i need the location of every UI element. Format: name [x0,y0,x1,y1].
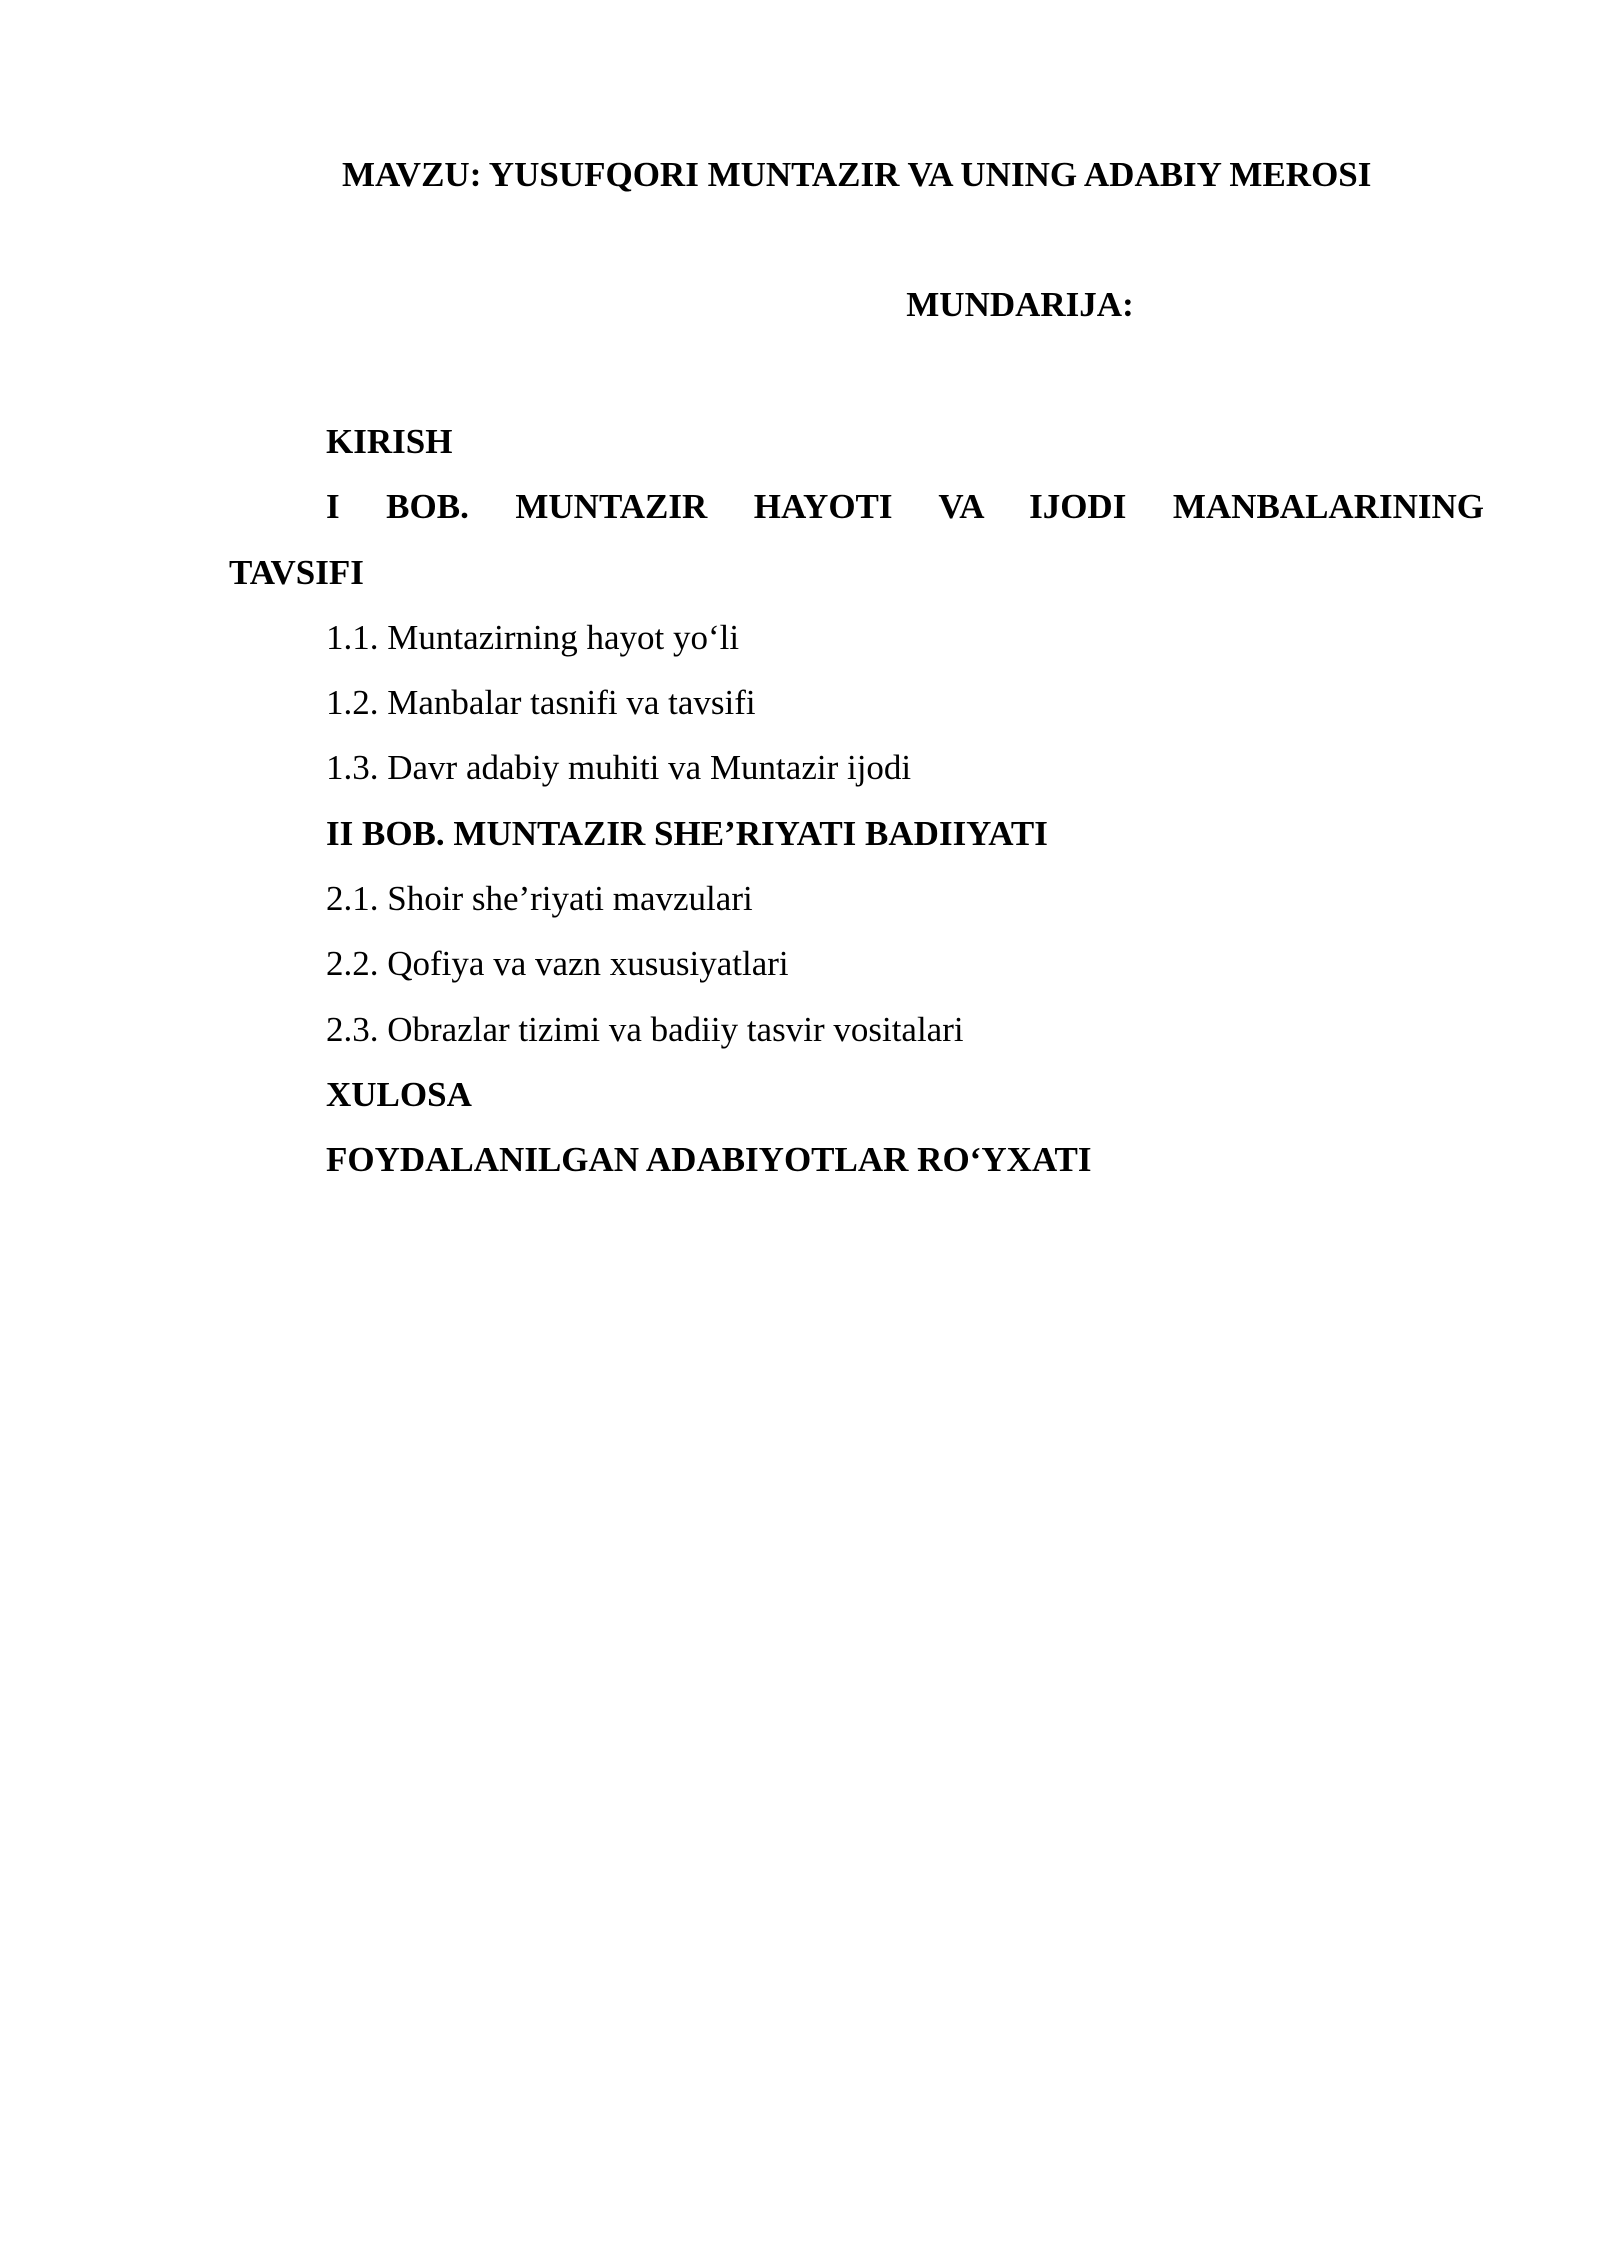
toc-item-intro: KIRISH [326,422,453,461]
toc-heading-text: MUNDARIJA: [906,285,1134,324]
toc-item-section-1-1: 1.1. Muntazirning hayot yo‘li [326,617,740,657]
toc-item-chapter-1 [229,474,1484,605]
toc-heading [0,280,1600,330]
document-topic: MAVZU: YUSUFQORI MUNTAZIR VA UNING ADABIY MEROSI [342,155,1372,194]
toc-item-references: FOYDALANILGAN ADABIYOTLAR RO‘YXATI [326,1140,1092,1180]
toc-item-section-1-3: 1.3. Davr adabiy muhiti va Muntazir ijodi [326,748,912,788]
toc-chapter-1-line-2: TAVSIFI [229,552,364,592]
toc-item-section-2-1: 2.1. Shoir she’riyati mavzulari [326,879,753,919]
table-of-contents [229,409,1484,1193]
toc-item-section-2-2: 2.2. Qofiya va vazn xususiyatlari [326,944,789,984]
toc-item-section-2-3: 2.3. Obrazlar tizimi va badiiy tasvir vositalari [326,1009,964,1049]
toc-item-section-1-2: 1.2. Manbalar tasnifi va tavsifi [326,683,756,723]
toc-item-chapter-2: II BOB. MUNTAZIR SHE’RIYATI BADIIYATI [326,813,1048,853]
toc-item-conclusion: XULOSA [326,1074,472,1114]
toc-chapter-1-line-1: I BOB. MUNTAZIR HAYOTI VA IJODI MANBALARINING [326,487,1484,527]
